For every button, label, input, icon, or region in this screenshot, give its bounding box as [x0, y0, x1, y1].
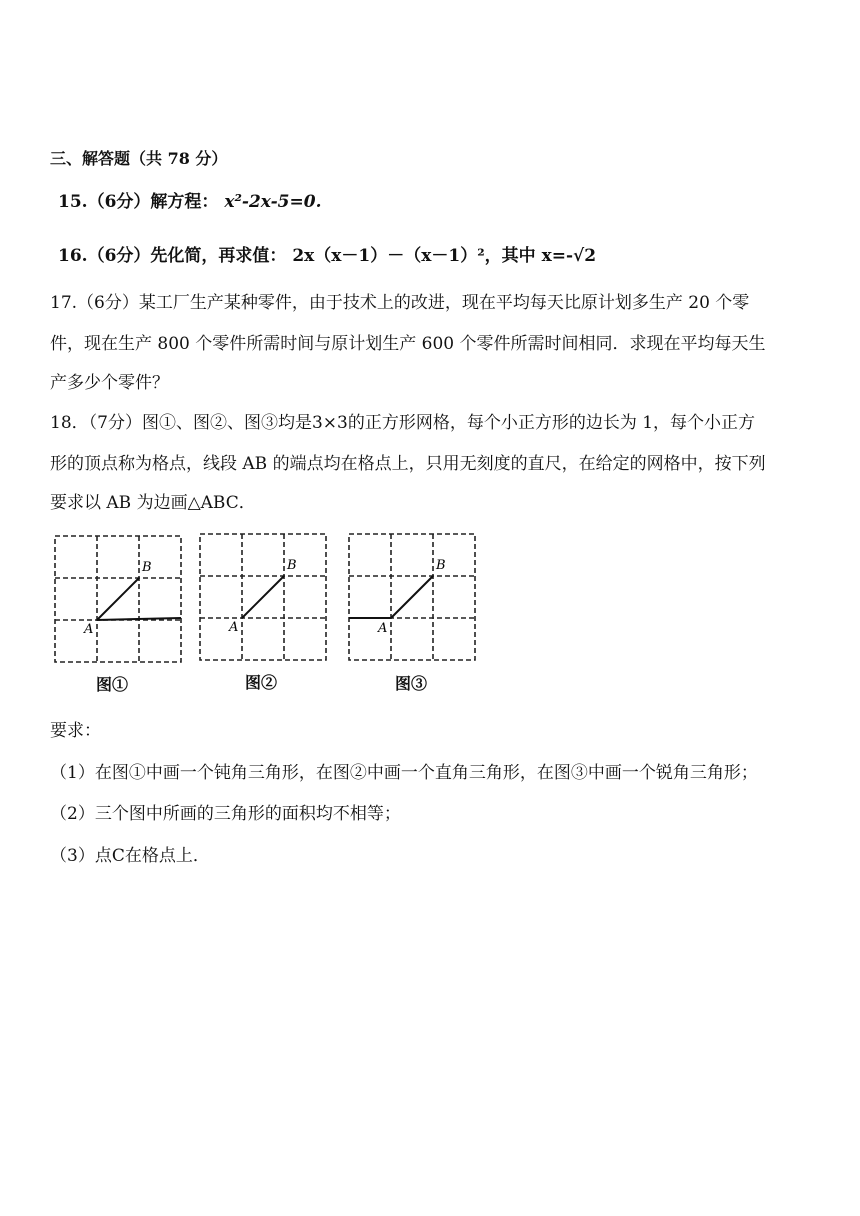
q18-line-3: 要求以 AB 为边画△ABC． — [50, 493, 256, 513]
q16-expression: 2x（x－1）－（x－1）²，其中 x=-√2 — [292, 246, 597, 266]
label-b-3: B — [436, 558, 446, 573]
requirement-1: （1）在图①中画一个钝角三角形，在图②中画一个直角三角形，在图③中画一个锐角三角形； — [50, 763, 758, 783]
section-title: 三、解答题（共 78 分） — [50, 149, 228, 168]
label-a-2: A — [229, 620, 239, 635]
q18-line-2: 形的顶点称为格点，线段 AB 的端点均在格点上，只用无刻度的直尺，在给定的网格中，按下列 — [50, 454, 766, 474]
segment-ab-1 — [97, 578, 139, 620]
figure-3-label: 图③ — [395, 674, 428, 693]
label-a-1: A — [84, 622, 94, 637]
q16-prefix: 16.（6分）先化简，再求值： — [58, 246, 287, 266]
q17-line-1: 17.（6分）某工厂生产某种零件，由于技术上的改进，现在平均每天比原计划多生产 20 个零 — [50, 293, 750, 313]
segment-ab-3 — [391, 576, 433, 618]
grid-figure-2 — [197, 531, 332, 666]
q17-line-3: 产多少个零件？ — [50, 373, 169, 393]
figure-2-label: 图② — [245, 673, 278, 692]
requirement-3: （3）点C在格点上． — [50, 846, 210, 866]
label-b-1: B — [142, 560, 152, 575]
q15-prefix: 15.（6分）解方程： — [58, 192, 219, 212]
grid-figure-3 — [346, 531, 481, 666]
question-16 — [58, 245, 596, 267]
grid-figure-1 — [52, 533, 187, 668]
requirements-title: 要求： — [50, 721, 101, 741]
question-15 — [58, 191, 322, 213]
segment-ab-2 — [242, 576, 284, 618]
q17-line-2: 件，现在生产 800 个零件所需时间与原计划生产 600 个零件所需时间相同．求现在平均每天生 — [50, 334, 766, 354]
label-a-3: A — [378, 621, 388, 636]
q15-equation: x²-2x-5=0. — [224, 192, 322, 212]
figure-1-label: 图① — [96, 675, 129, 694]
requirement-2: （2）三个图中所画的三角形的面积均不相等； — [50, 804, 401, 824]
q18-line-1: 18．（7分）图①、图②、图③均是3×3的正方形网格，每个小正方形的边长为 1，每个小正方 — [50, 413, 756, 433]
label-b-2: B — [287, 558, 297, 573]
